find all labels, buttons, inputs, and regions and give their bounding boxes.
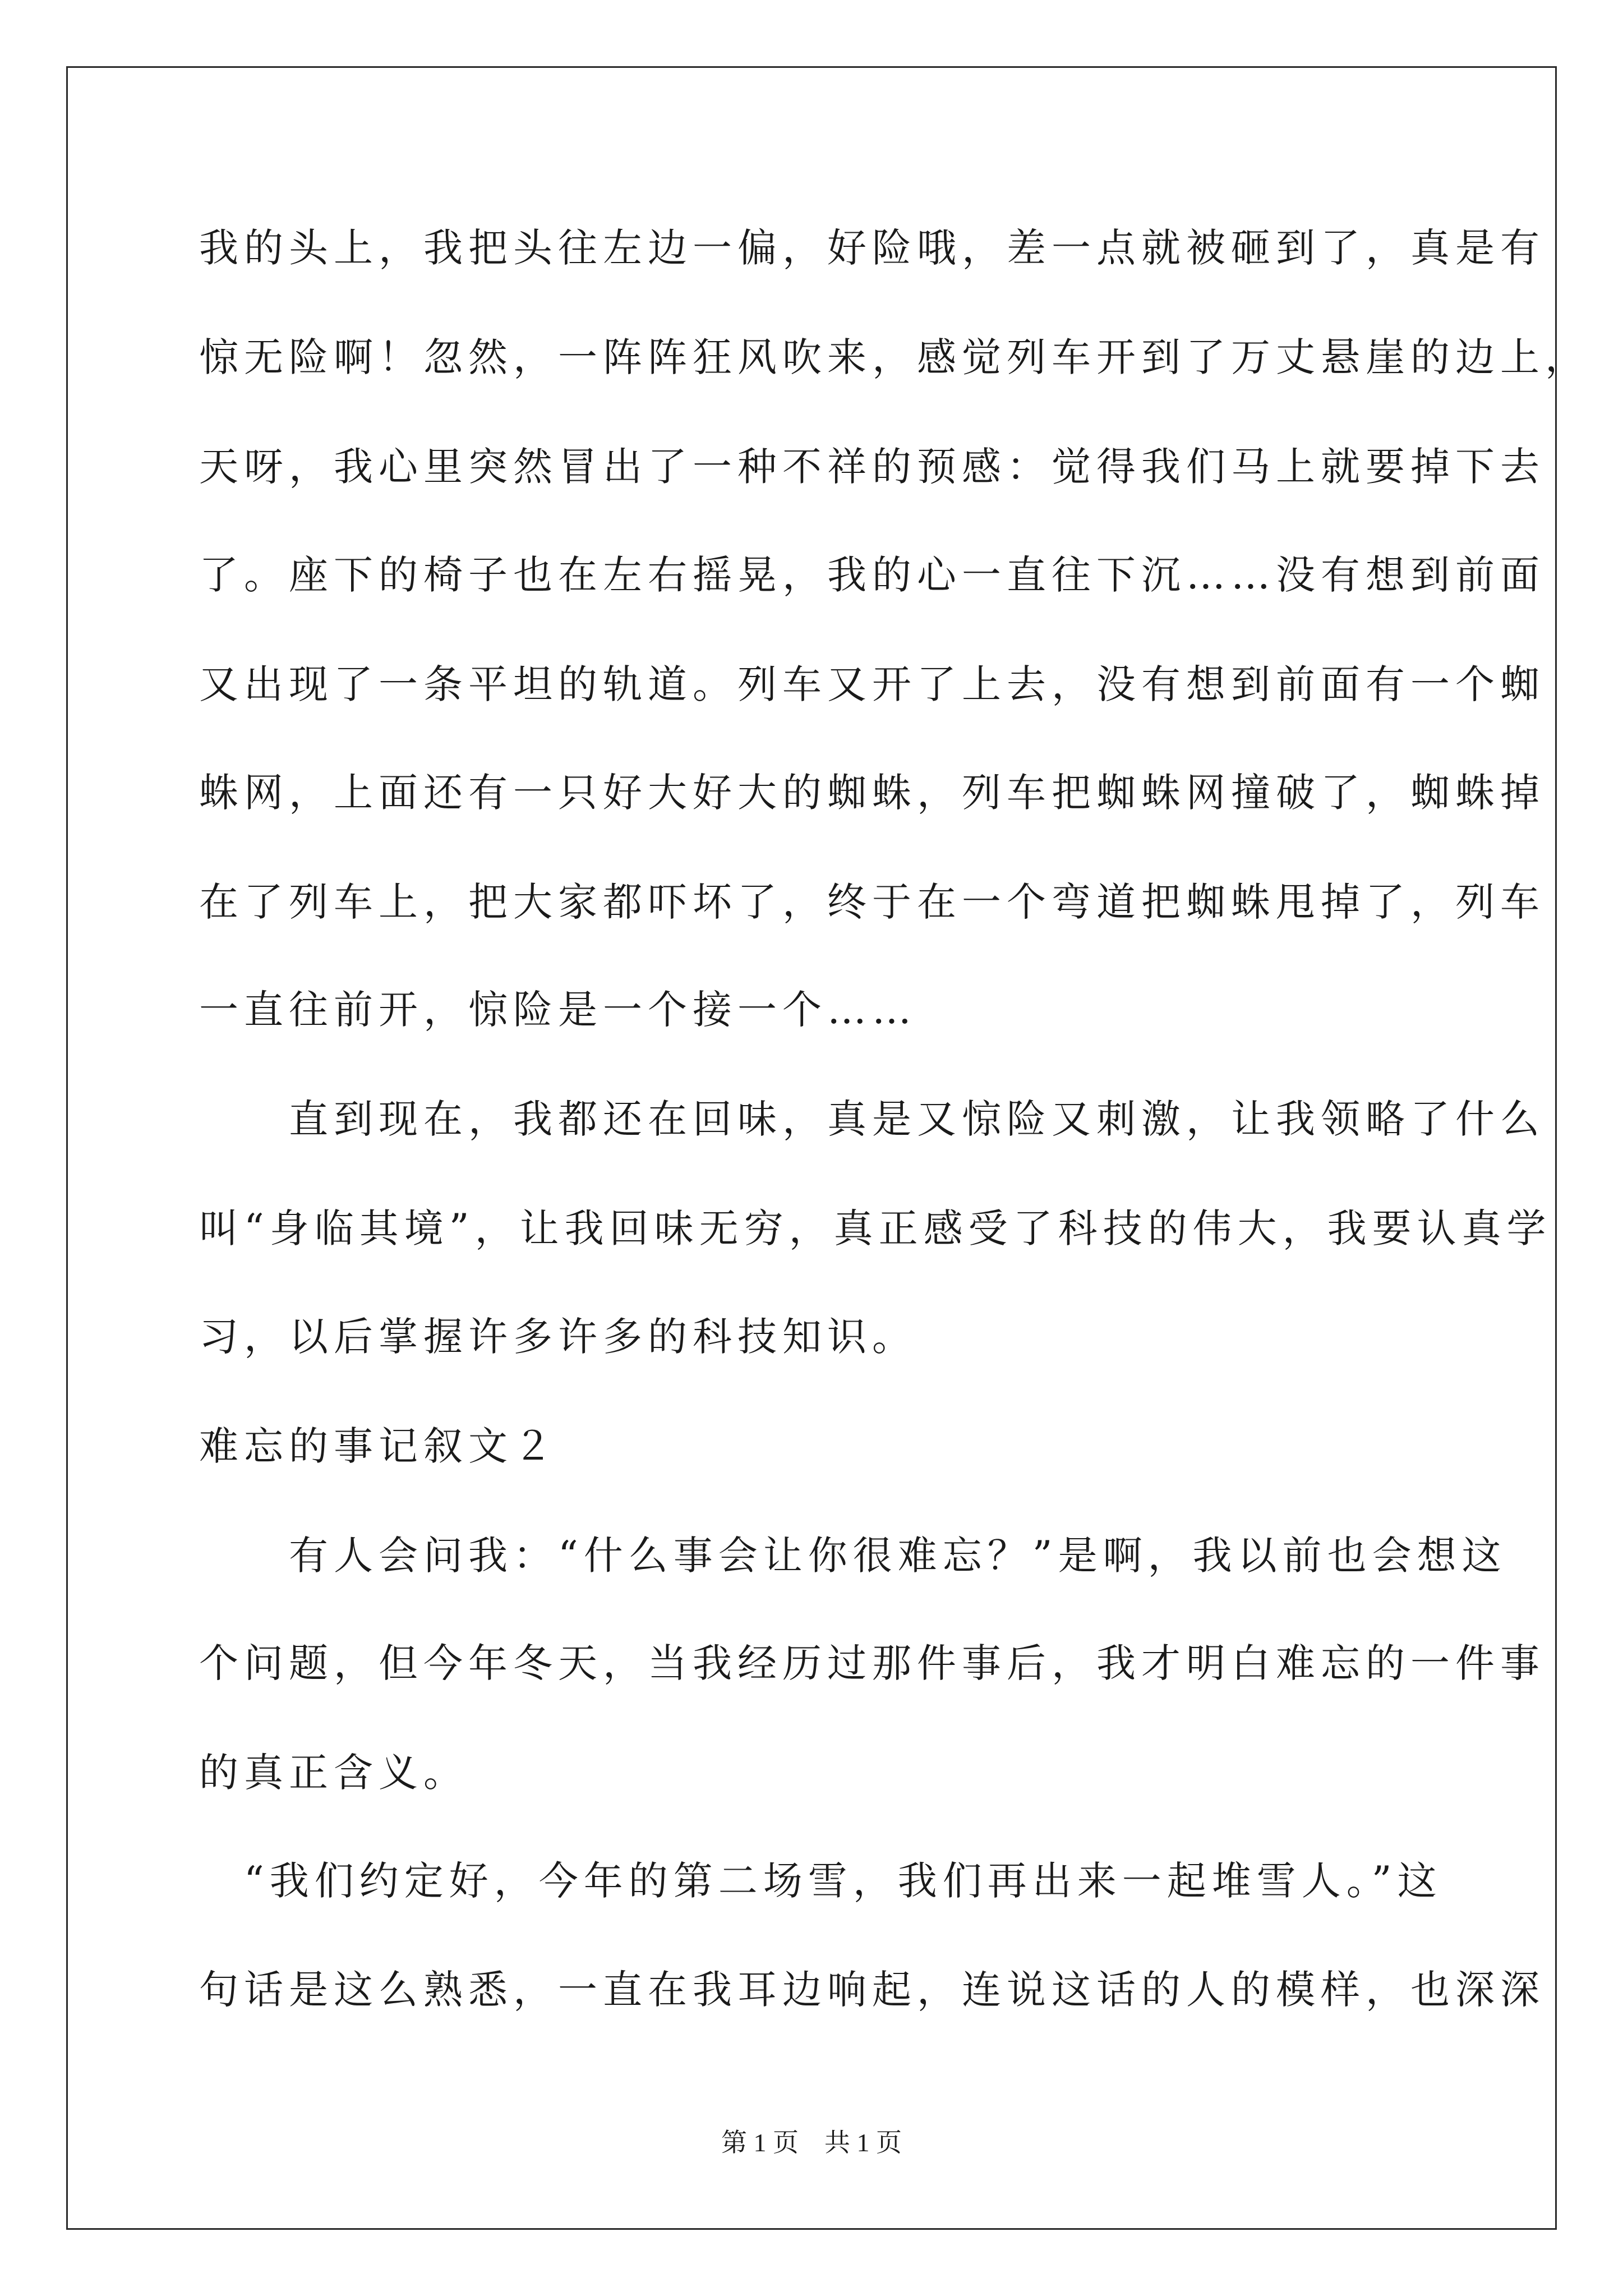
text-line: 又出现了一条平坦的轨道。列车又开了上去，没有想到前面有一个蜘 <box>199 661 1545 707</box>
text-line: 叫“身临其境”，让我回味无穷，真正感受了科技的伟大，我要认真学 <box>199 1205 1552 1251</box>
text-line: 有人会问我：“什么事会让你很难忘？”是啊，我以前也会想这 <box>199 1533 1507 1579</box>
text-line: 句话是这么熟悉，一直在我耳边响起，连说这话的人的模样，也深深 <box>199 1967 1545 2013</box>
text-line: 的真正含义。 <box>199 1750 468 1796</box>
text-line: 惊无险啊！忽然，一阵阵狂风吹来，感觉列车开到了万丈悬崖的边上， <box>199 334 1590 380</box>
text-line: 我的头上，我把头往左边一偏，好险哦，差一点就被砸到了，真是有 <box>199 225 1545 271</box>
text-line: 直到现在，我都还在回味，真是又惊险又刺激，让我领略了什么 <box>199 1096 1545 1142</box>
text-line: 蛛网，上面还有一只好大好大的蜘蛛，列车把蜘蛛网撞破了，蜘蛛掉 <box>199 770 1545 816</box>
text-line: 习，以后掌握许多许多的科技知识。 <box>199 1314 917 1360</box>
page-footer: 第 1 页 共 1 页 <box>721 2128 902 2157</box>
text-line: “我们约定好，今年的第二场雪，我们再出来一起堆雪人。”这 <box>199 1858 1442 1904</box>
text-line: 一直往前开，惊险是一个接一个…… <box>199 987 917 1033</box>
text-line: 在了列车上，把大家都吓坏了，终于在一个弯道把蜘蛛甩掉了，列车 <box>199 879 1545 925</box>
text-line: 天呀，我心里突然冒出了一种不祥的预感：觉得我们马上就要掉下去 <box>199 444 1545 490</box>
section-heading: 难忘的事记叙文２ <box>199 1423 558 1469</box>
text-line: 个问题，但今年冬天，当我经历过那件事后，我才明白难忘的一件事 <box>199 1640 1545 1686</box>
text-line: 了。座下的椅子也在左右摇晃，我的心一直往下沉……没有想到前面 <box>199 552 1545 598</box>
